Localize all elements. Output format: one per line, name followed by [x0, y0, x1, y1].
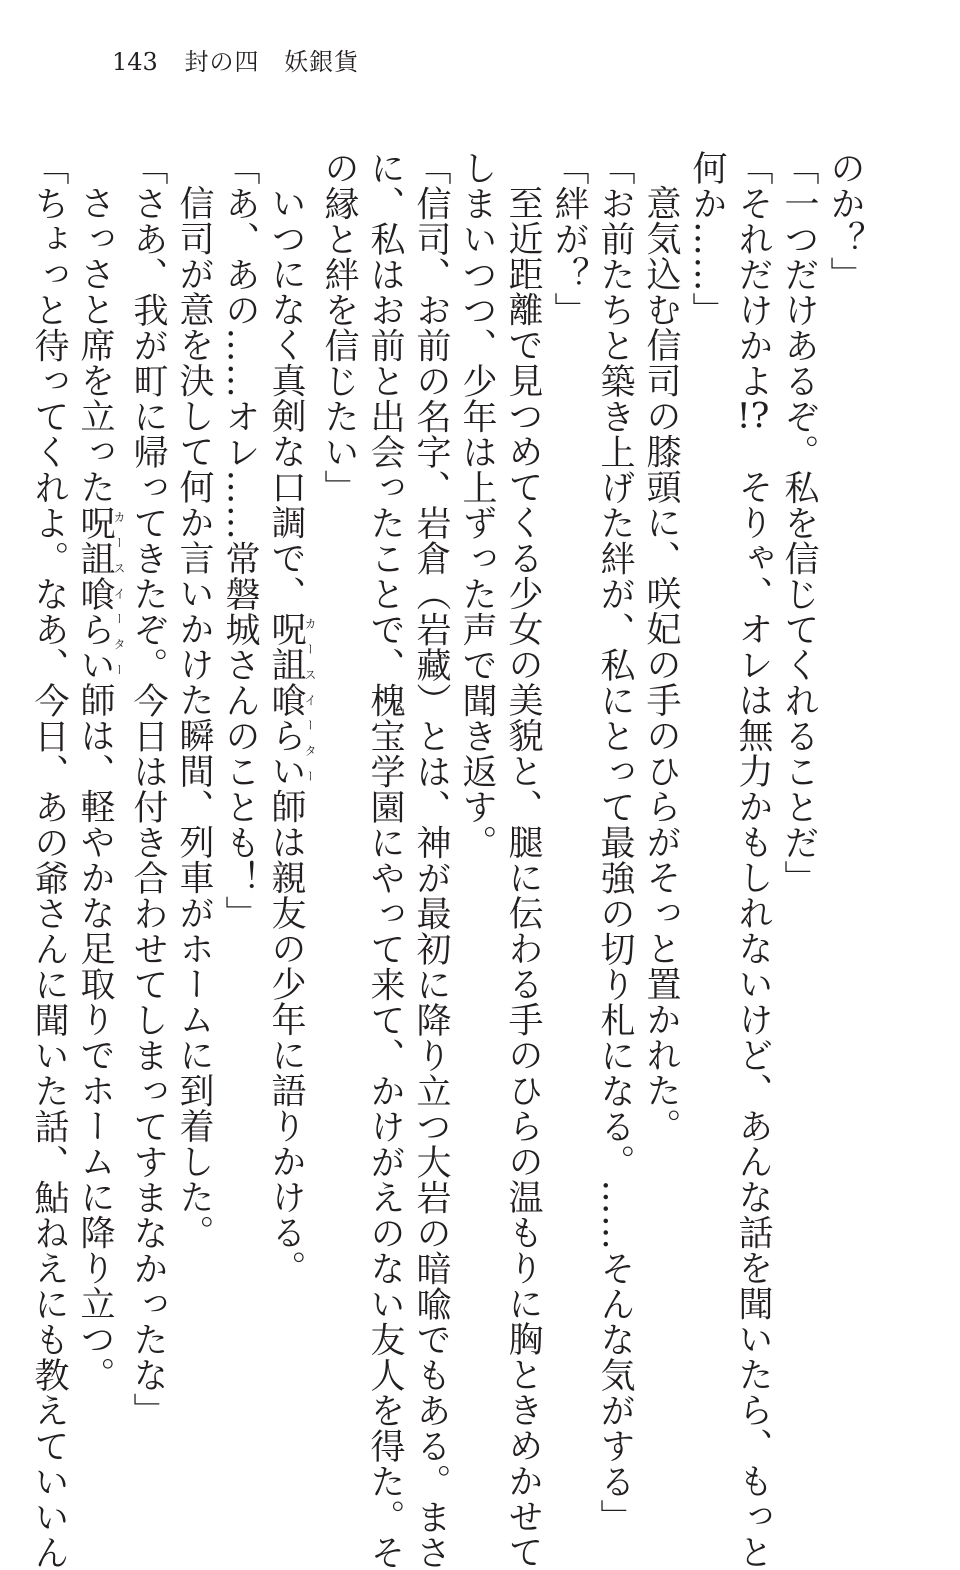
- text-fragment: 師は親友の少年に語りかける。: [266, 788, 306, 1286]
- text-line: に、私はお前と出会ったことで、槐宝学園にやって来て、かけがえのない友人を得た。そ: [365, 150, 405, 1570]
- text-line: 至近距離で見つめてくる少女の美貌と、腿に伝わる手のひらの温もりに胸ときめかせて: [503, 185, 543, 1570]
- text-line: [263, 150, 317, 1286]
- ruby-annotation: [266, 611, 317, 789]
- text-line: 「絆が？」: [549, 150, 589, 328]
- text-line: のか？」: [825, 150, 865, 292]
- text-line: [72, 150, 126, 1392]
- text-line: 信司が意を決して何か言いかけた瞬間、列車がホームに到着した。: [174, 185, 214, 1250]
- running-header: [112, 46, 359, 78]
- chapter-title: 妖銀貨: [284, 48, 360, 76]
- ruby-base: 呪詛喰らい: [75, 504, 115, 682]
- text-line: の縁と絆を信じたい」: [319, 150, 359, 505]
- ruby-base: 呪詛喰らい: [266, 611, 306, 789]
- text-line: 「あ、あの……オレ……常磐城さんのことも！」: [220, 150, 260, 931]
- text-fragment: 「それだけかよ: [733, 150, 773, 399]
- text-line: 何か……」: [687, 150, 727, 328]
- text-line: 「一つだけあるぞ。私を信じてくれることだ」: [779, 150, 819, 896]
- ruby-annotation: [75, 504, 126, 683]
- text-fragment: さっさと席を立った: [75, 185, 115, 505]
- page-number: 143: [112, 48, 158, 76]
- vertical-body-text: [29, 150, 868, 1570]
- text-fragment: そりゃ、オレは無力かもしれないけど、あんな話を聞いたら、もっと: [733, 469, 773, 1570]
- text-fragment: 師は、軽やかな足取りでホームに降り立つ。: [75, 682, 115, 1392]
- text-fragment: いつになく真剣な口調で、: [266, 185, 306, 611]
- ruby-reading: カースイーター: [112, 504, 126, 682]
- text-line: 意気込む信司の膝頭に、咲妃の手のひらがそっと置かれた。: [641, 185, 681, 1144]
- text-line: 「さあ、我が町に帰ってきたぞ。今日は付き合わせてしまってすまなかったな」: [128, 150, 168, 1428]
- chapter-label: 封の四: [184, 48, 260, 76]
- exclaim-question-mark: !?: [736, 398, 770, 434]
- text-line: しまいつつ、少年は上ずった声で聞き返す。: [457, 150, 497, 860]
- ruby-reading: カースイーター: [303, 611, 317, 789]
- text-line: 「お前たちと築き上げた絆が、私にとって最強の切り札になる。……そんな気がする」: [595, 150, 635, 1535]
- text-line: 「ちょっと待ってくれよ。なあ、今日、あの爺さんに聞いた話、鮎ねえにも教えていいん: [29, 150, 69, 1570]
- text-line: 「信司、お前の名字、岩倉（岩藏）とは、神が最初に降り立つ大岩の暗喩でもある。まさ: [411, 150, 451, 1570]
- text-line: [730, 150, 776, 1570]
